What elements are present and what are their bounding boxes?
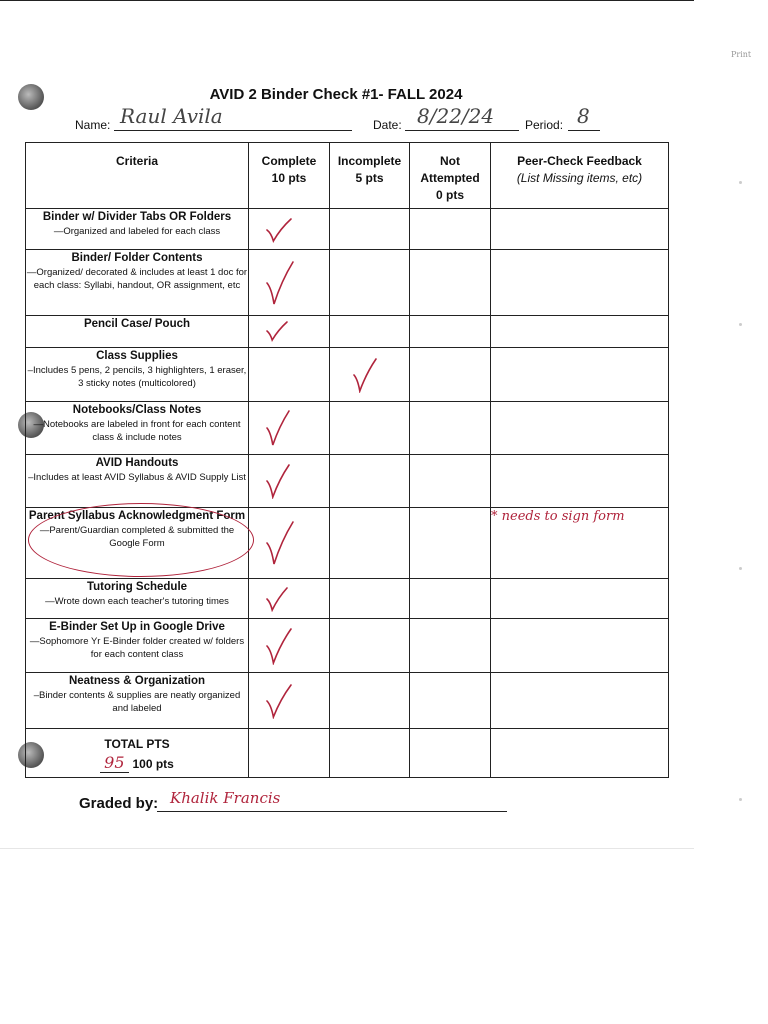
- date-label: Date:: [373, 118, 402, 132]
- scan-speck: [739, 323, 742, 326]
- incomplete-cell: [330, 672, 410, 728]
- criteria-row: [26, 209, 669, 250]
- criteria-cell: [26, 507, 249, 578]
- feedback-cell: [491, 250, 669, 316]
- period-value: 8: [577, 104, 590, 128]
- column-header-complete: Complete 10 pts: [249, 143, 330, 209]
- period-label: Period:: [525, 118, 564, 132]
- header-row: [26, 143, 669, 209]
- scan-speck: [739, 567, 742, 570]
- not-attempted-cell: [410, 454, 491, 507]
- feedback-cell: * needs to sign form: [491, 507, 669, 578]
- check-mark-icon: [265, 683, 293, 719]
- total-complete-cell: [249, 728, 330, 777]
- incomplete-cell: [330, 316, 410, 348]
- criteria-row: [26, 454, 669, 507]
- criteria-description: —Parent/Guardian completed & submitted the Google Form: [39, 524, 235, 549]
- complete-cell: [249, 618, 330, 672]
- feedback-cell: [491, 316, 669, 348]
- incomplete-cell: [330, 618, 410, 672]
- complete-cell: [249, 578, 330, 618]
- scan-speck: [739, 181, 742, 184]
- not-attempted-cell: [410, 401, 491, 454]
- criteria-title: Parent Syllabus Acknowledgment Form: [28, 509, 246, 522]
- graded-by-signature: Khalik Francis: [170, 789, 281, 807]
- print-link[interactable]: Print: [731, 50, 752, 59]
- criteria-description: —Notebooks are labeled in front for each content class & include notes: [33, 418, 241, 443]
- incomplete-cell: [330, 401, 410, 454]
- check-mark-icon: [265, 260, 295, 306]
- criteria-description: –Includes 5 pens, 2 pencils, 3 highlighters, 1 eraser, 3 sticky notes (multicolored): [27, 364, 247, 389]
- not-attempted-cell: [410, 578, 491, 618]
- criteria-title: Binder/ Folder Contents: [71, 252, 203, 264]
- graded-by-line: [157, 811, 507, 812]
- check-mark-icon: [265, 586, 289, 612]
- check-mark-icon: [265, 409, 291, 447]
- period-line: [568, 130, 600, 131]
- complete-cell: [249, 507, 330, 578]
- total-feedback-cell: [491, 728, 669, 777]
- criteria-description: —Wrote down each teacher's tutoring times: [45, 595, 229, 607]
- criteria-cell: [26, 672, 249, 728]
- page-top-border: [0, 0, 694, 1]
- scan-speck: [739, 798, 742, 801]
- column-header-not-attempted: Not Attempted 0 pts: [410, 143, 491, 209]
- criteria-row: [26, 347, 669, 401]
- criteria-cell: [26, 209, 249, 250]
- criteria-cell: [26, 316, 249, 348]
- total-row: [26, 728, 669, 777]
- total-cell: [26, 728, 249, 777]
- name-label: Name:: [75, 118, 111, 132]
- criteria-title: Neatness & Organization: [68, 674, 206, 687]
- name-line: [114, 130, 352, 131]
- feedback-cell: [491, 672, 669, 728]
- page-bottom-separator: [0, 848, 694, 849]
- feedback-cell: [491, 578, 669, 618]
- criteria-row: [26, 250, 669, 316]
- not-attempted-cell: [410, 618, 491, 672]
- feedback-cell: [491, 454, 669, 507]
- check-mark-icon: [265, 627, 293, 665]
- incomplete-cell: [330, 250, 410, 316]
- criteria-title: AVID Handouts: [95, 456, 179, 469]
- complete-cell: [249, 209, 330, 250]
- total-out-of: 100 pts: [132, 756, 174, 771]
- complete-cell: [249, 401, 330, 454]
- criteria-cell: [26, 250, 249, 316]
- column-header-incomplete: Incomplete 5 pts: [330, 143, 410, 209]
- date-value: 8/22/24: [417, 104, 495, 128]
- complete-cell: [249, 672, 330, 728]
- criteria-row: [26, 401, 669, 454]
- check-mark-icon: [352, 357, 378, 393]
- criteria-cell: [26, 618, 249, 672]
- criteria-cell: [26, 578, 249, 618]
- not-attempted-cell: [410, 209, 491, 250]
- not-attempted-cell: [410, 507, 491, 578]
- complete-cell: [249, 316, 330, 348]
- document-title: AVID 2 Binder Check #1- FALL 2024: [209, 86, 463, 103]
- criteria-description: —Organized and labeled for each class: [53, 226, 221, 237]
- criteria-description: —Sophomore Yr E-Binder folder created w/ folders for each content class: [29, 635, 245, 660]
- total-not-attempted-cell: [410, 728, 491, 777]
- criteria-title: E-Binder Set Up in Google Drive: [49, 620, 225, 633]
- criteria-row: [26, 672, 669, 728]
- not-attempted-cell: [410, 672, 491, 728]
- not-attempted-cell: [410, 316, 491, 348]
- criteria-title: Pencil Case/ Pouch: [83, 318, 191, 330]
- criteria-row: [26, 578, 669, 618]
- criteria-description: –Binder contents & supplies are neatly organized and labeled: [33, 689, 241, 714]
- check-mark-icon: [265, 217, 293, 243]
- incomplete-cell: [330, 578, 410, 618]
- total-score: 95: [100, 753, 128, 773]
- check-mark-icon: [265, 463, 291, 499]
- incomplete-cell: [330, 347, 410, 401]
- criteria-cell: [26, 347, 249, 401]
- complete-cell: [249, 250, 330, 316]
- criteria-row: [26, 316, 669, 348]
- incomplete-cell: [330, 454, 410, 507]
- incomplete-cell: [330, 209, 410, 250]
- check-mark-icon: [265, 520, 295, 566]
- feedback-cell: [491, 618, 669, 672]
- criteria-title: Binder w/ Divider Tabs OR Folders: [42, 211, 232, 223]
- date-line: [405, 130, 519, 131]
- feedback-cell: [491, 401, 669, 454]
- criteria-description: –Includes at least AVID Syllabus & AVID Supply List: [28, 471, 246, 483]
- not-attempted-cell: [410, 250, 491, 316]
- complete-cell: [249, 347, 330, 401]
- rubric-table: [25, 142, 669, 778]
- feedback-cell: [491, 347, 669, 401]
- criteria-title: Tutoring Schedule: [86, 580, 188, 593]
- not-attempted-cell: [410, 347, 491, 401]
- feedback-cell: [491, 209, 669, 250]
- total-incomplete-cell: [330, 728, 410, 777]
- criteria-description: —Organized/ decorated & includes at least 1 doc for each class: Syllabi, handout, OR assignment, etc: [26, 267, 248, 291]
- criteria-title: Class Supplies: [96, 349, 178, 362]
- incomplete-cell: [330, 507, 410, 578]
- column-header-criteria: Criteria: [26, 143, 249, 209]
- criteria-cell: [26, 454, 249, 507]
- criteria-row: [26, 618, 669, 672]
- total-label: TOTAL PTS: [104, 736, 170, 751]
- criteria-row: [26, 507, 669, 578]
- check-mark-icon: [265, 320, 289, 342]
- column-header-feedback: Peer-Check Feedback (List Missing items, etc): [491, 143, 669, 209]
- criteria-title: Notebooks/Class Notes: [72, 403, 202, 416]
- name-value: Raul Avila: [120, 104, 223, 128]
- complete-cell: [249, 454, 330, 507]
- graded-by-label: Graded by:: [79, 795, 159, 812]
- criteria-cell: [26, 401, 249, 454]
